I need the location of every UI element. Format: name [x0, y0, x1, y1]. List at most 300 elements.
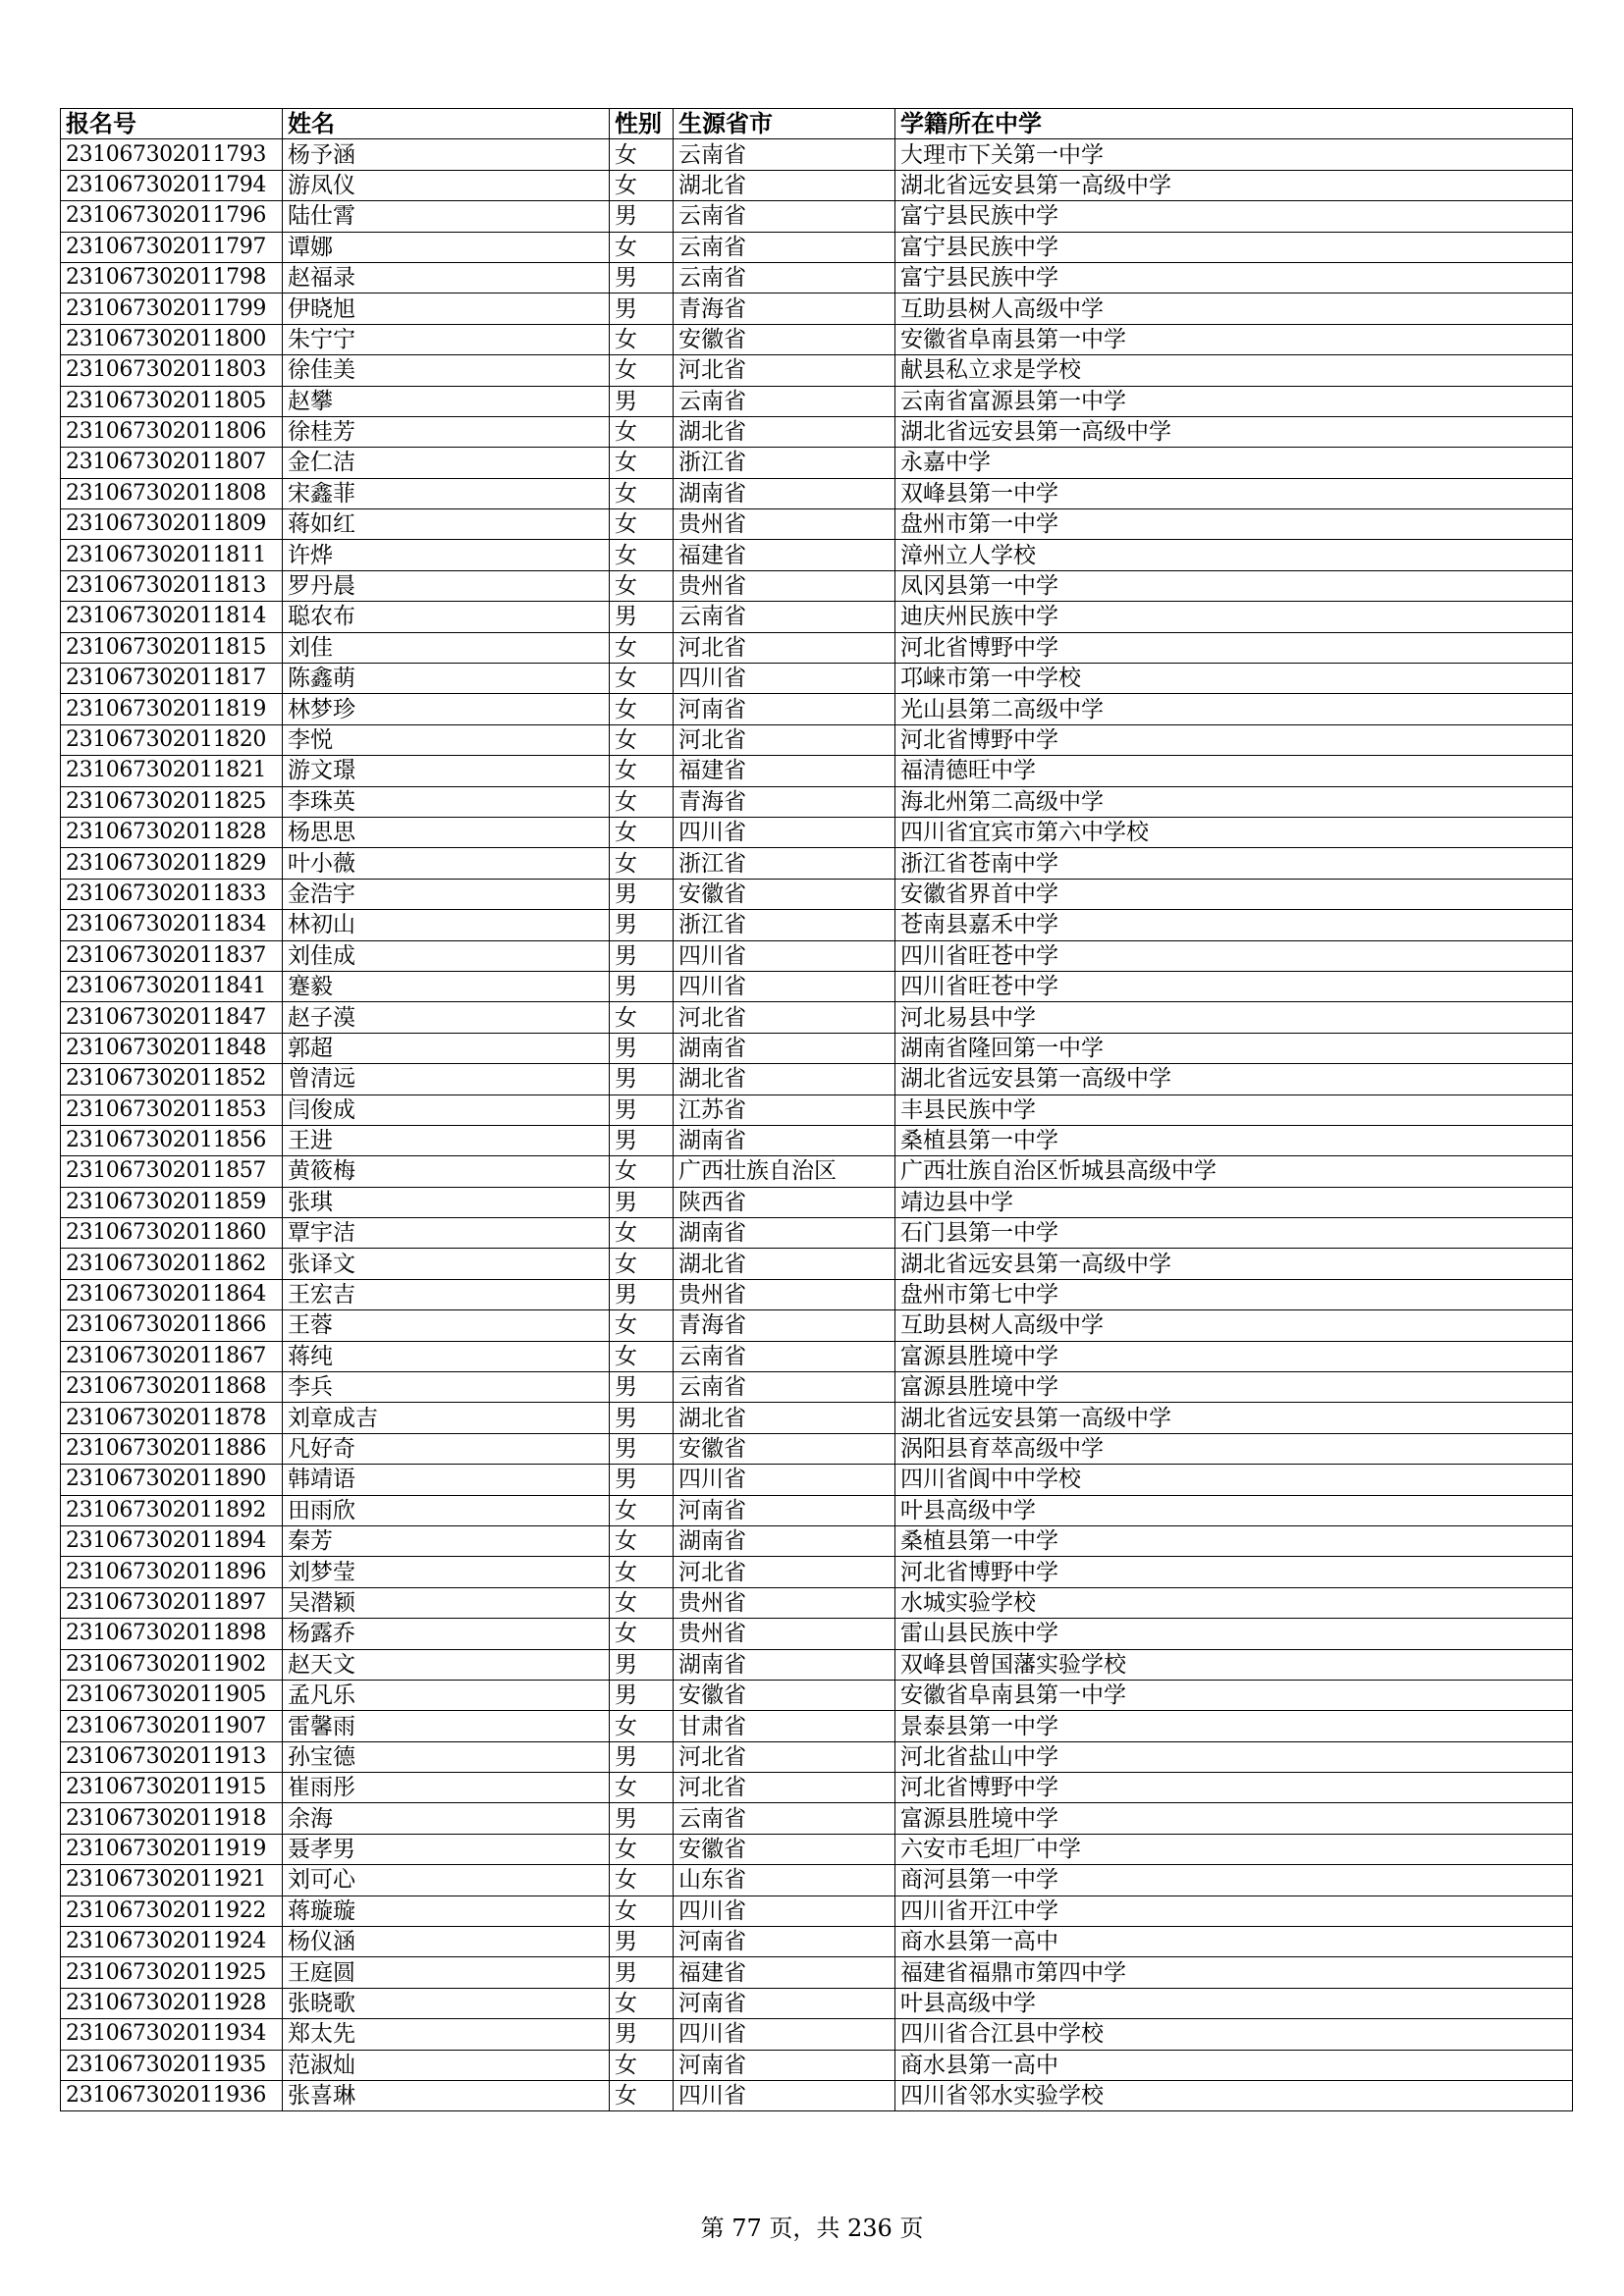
- gender-cell: 男: [610, 1372, 674, 1403]
- table-row: [61, 1865, 1573, 1896]
- registration-number-cell: 231067302011924: [61, 1927, 283, 1957]
- province-cell: 安徽省: [674, 1680, 895, 1710]
- table-row: [61, 1095, 1573, 1125]
- header-gender: 性别: [610, 109, 674, 139]
- province-cell: 湖北省: [674, 416, 895, 447]
- gender-cell: 女: [610, 1002, 674, 1033]
- registration-number-cell: 231067302011890: [61, 1465, 283, 1495]
- registration-number-cell: 231067302011825: [61, 786, 283, 817]
- table-row: [61, 1619, 1573, 1649]
- gender-cell: 男: [610, 1465, 674, 1495]
- table-row: [61, 1649, 1573, 1680]
- name-cell: 谭娜: [283, 232, 610, 262]
- name-cell: 徐桂芳: [283, 416, 610, 447]
- table-row: [61, 1557, 1573, 1587]
- name-cell: 赵福录: [283, 262, 610, 293]
- name-cell: 王宏吉: [283, 1279, 610, 1309]
- gender-cell: 女: [610, 1587, 674, 1618]
- gender-cell: 女: [610, 232, 674, 262]
- registration-number-cell: 231067302011918: [61, 1803, 283, 1834]
- gender-cell: 男: [610, 1927, 674, 1957]
- province-cell: 河北省: [674, 1557, 895, 1587]
- school-cell: 苍南县嘉禾中学: [895, 910, 1573, 940]
- school-cell: 四川省旺苍中学: [895, 940, 1573, 971]
- table-row: [61, 1896, 1573, 1926]
- gender-cell: 男: [610, 1279, 674, 1309]
- school-cell: 湖北省远安县第一高级中学: [895, 1403, 1573, 1433]
- gender-cell: 女: [610, 1619, 674, 1649]
- school-cell: 安徽省界首中学: [895, 879, 1573, 909]
- name-cell: 范淑灿: [283, 2050, 610, 2080]
- table-row: [61, 540, 1573, 570]
- gender-cell: 女: [610, 478, 674, 508]
- province-cell: 四川省: [674, 971, 895, 1001]
- name-cell: 闫俊成: [283, 1095, 610, 1125]
- province-cell: 湖南省: [674, 1649, 895, 1680]
- name-cell: 赵天文: [283, 1649, 610, 1680]
- name-cell: 刘章成吉: [283, 1403, 610, 1433]
- registration-number-cell: 231067302011862: [61, 1249, 283, 1279]
- table-row: [61, 1279, 1573, 1309]
- gender-cell: 男: [610, 602, 674, 632]
- province-cell: 安徽省: [674, 324, 895, 354]
- gender-cell: 男: [610, 1433, 674, 1464]
- registration-number-cell: 231067302011834: [61, 910, 283, 940]
- gender-cell: 女: [610, 694, 674, 724]
- name-cell: 杨仪涵: [283, 1927, 610, 1957]
- name-cell: 曾清远: [283, 1064, 610, 1095]
- name-cell: 秦芳: [283, 1525, 610, 1556]
- registration-number-cell: 231067302011799: [61, 294, 283, 324]
- table-row: [61, 1988, 1573, 2018]
- school-cell: 安徽省阜南县第一中学: [895, 1680, 1573, 1710]
- registration-number-cell: 231067302011868: [61, 1372, 283, 1403]
- table-row: [61, 324, 1573, 354]
- gender-cell: 女: [610, 1896, 674, 1926]
- gender-cell: 女: [610, 324, 674, 354]
- table-row: [61, 2081, 1573, 2111]
- gender-cell: 女: [610, 1495, 674, 1525]
- table-row: [61, 602, 1573, 632]
- table-row: [61, 448, 1573, 478]
- gender-cell: 女: [610, 1525, 674, 1556]
- name-cell: 吴潜颖: [283, 1587, 610, 1618]
- registration-number-cell: 231067302011936: [61, 2081, 283, 2111]
- table-row: [61, 201, 1573, 232]
- province-cell: 陕西省: [674, 1187, 895, 1217]
- registration-number-cell: 231067302011857: [61, 1156, 283, 1187]
- school-cell: 商河县第一中学: [895, 1865, 1573, 1896]
- name-cell: 张喜琳: [283, 2081, 610, 2111]
- registration-number-cell: 231067302011819: [61, 694, 283, 724]
- registration-number-cell: 231067302011806: [61, 416, 283, 447]
- header-school: 学籍所在中学: [895, 109, 1573, 139]
- province-cell: 云南省: [674, 1372, 895, 1403]
- table-row: [61, 1372, 1573, 1403]
- school-cell: 双峰县第一中学: [895, 478, 1573, 508]
- name-cell: 黄筱梅: [283, 1156, 610, 1187]
- school-cell: 四川省邻水实验学校: [895, 2081, 1573, 2111]
- province-cell: 云南省: [674, 201, 895, 232]
- table-body: [61, 139, 1573, 2111]
- name-cell: 叶小薇: [283, 848, 610, 879]
- registration-number-cell: 231067302011805: [61, 386, 283, 416]
- name-cell: 蒋如红: [283, 509, 610, 540]
- name-cell: 郑太先: [283, 2019, 610, 2050]
- name-cell: 李悦: [283, 724, 610, 755]
- school-cell: 河北省博野中学: [895, 632, 1573, 663]
- name-cell: 王进: [283, 1125, 610, 1155]
- registration-number-cell: 231067302011922: [61, 1896, 283, 1926]
- school-cell: 互助县树人高级中学: [895, 1310, 1573, 1341]
- gender-cell: 女: [610, 756, 674, 786]
- school-cell: 广西壮族自治区忻城县高级中学: [895, 1156, 1573, 1187]
- school-cell: 涡阳县育萃高级中学: [895, 1433, 1573, 1464]
- province-cell: 福建省: [674, 756, 895, 786]
- gender-cell: 女: [610, 416, 674, 447]
- name-cell: 伊晓旭: [283, 294, 610, 324]
- gender-cell: 女: [610, 170, 674, 200]
- school-cell: 富宁县民族中学: [895, 201, 1573, 232]
- school-cell: 湖北省远安县第一高级中学: [895, 416, 1573, 447]
- school-cell: 互助县树人高级中学: [895, 294, 1573, 324]
- registration-number-cell: 231067302011833: [61, 879, 283, 909]
- gender-cell: 女: [610, 632, 674, 663]
- gender-cell: 女: [610, 1988, 674, 2018]
- province-cell: 河南省: [674, 1988, 895, 2018]
- province-cell: 甘肃省: [674, 1711, 895, 1741]
- province-cell: 湖北省: [674, 1249, 895, 1279]
- table-row: [61, 971, 1573, 1001]
- gender-cell: 女: [610, 1218, 674, 1249]
- registration-number-cell: 231067302011809: [61, 509, 283, 540]
- gender-cell: 男: [610, 971, 674, 1001]
- table-row: [61, 879, 1573, 909]
- gender-cell: 女: [610, 540, 674, 570]
- table-row: [61, 1773, 1573, 1803]
- province-cell: 河南省: [674, 1927, 895, 1957]
- school-cell: 富宁县民族中学: [895, 262, 1573, 293]
- table-row: [61, 294, 1573, 324]
- gender-cell: 男: [610, 1033, 674, 1063]
- registration-number-cell: 231067302011892: [61, 1495, 283, 1525]
- province-cell: 贵州省: [674, 1279, 895, 1309]
- registration-number-cell: 231067302011866: [61, 1310, 283, 1341]
- school-cell: 富源县胜境中学: [895, 1803, 1573, 1834]
- table-row: [61, 940, 1573, 971]
- province-cell: 山东省: [674, 1865, 895, 1896]
- name-cell: 聪农布: [283, 602, 610, 632]
- registration-number-cell: 231067302011797: [61, 232, 283, 262]
- province-cell: 贵州省: [674, 1587, 895, 1618]
- registration-number-cell: 231067302011934: [61, 2019, 283, 2050]
- province-cell: 云南省: [674, 1341, 895, 1371]
- province-cell: 福建省: [674, 540, 895, 570]
- gender-cell: 女: [610, 1156, 674, 1187]
- gender-cell: 女: [610, 786, 674, 817]
- gender-cell: 女: [610, 139, 674, 170]
- table-row: [61, 1927, 1573, 1957]
- province-cell: 云南省: [674, 232, 895, 262]
- school-cell: 永嘉中学: [895, 448, 1573, 478]
- province-cell: 青海省: [674, 1310, 895, 1341]
- province-cell: 四川省: [674, 1896, 895, 1926]
- registration-number-cell: 231067302011793: [61, 139, 283, 170]
- school-cell: 邛崃市第一中学校: [895, 664, 1573, 694]
- school-cell: 漳州立人学校: [895, 540, 1573, 570]
- table-row: [61, 1803, 1573, 1834]
- gender-cell: 男: [610, 1957, 674, 1988]
- registration-number-cell: 231067302011928: [61, 1988, 283, 2018]
- page-number-footer: 第 77 页，共 236 页: [700, 2215, 924, 2242]
- registration-number-cell: 231067302011808: [61, 478, 283, 508]
- name-cell: 宋鑫菲: [283, 478, 610, 508]
- gender-cell: 女: [610, 724, 674, 755]
- name-cell: 蒋璇璇: [283, 1896, 610, 1926]
- name-cell: 游文璟: [283, 756, 610, 786]
- name-cell: 杨露乔: [283, 1619, 610, 1649]
- province-cell: 青海省: [674, 786, 895, 817]
- table-row: [61, 1310, 1573, 1341]
- admission-list-table: [60, 108, 1573, 2111]
- school-cell: 富宁县民族中学: [895, 232, 1573, 262]
- gender-cell: 男: [610, 1095, 674, 1125]
- name-cell: 杨予涵: [283, 139, 610, 170]
- registration-number-cell: 231067302011847: [61, 1002, 283, 1033]
- gender-cell: 女: [610, 1773, 674, 1803]
- name-cell: 金浩宇: [283, 879, 610, 909]
- school-cell: 双峰县曾国藩实验学校: [895, 1649, 1573, 1680]
- gender-cell: 女: [610, 1310, 674, 1341]
- name-cell: 陈鑫萌: [283, 664, 610, 694]
- registration-number-cell: 231067302011798: [61, 262, 283, 293]
- registration-number-cell: 231067302011853: [61, 1095, 283, 1125]
- province-cell: 云南省: [674, 1803, 895, 1834]
- province-cell: 四川省: [674, 817, 895, 847]
- province-cell: 贵州省: [674, 570, 895, 601]
- gender-cell: 女: [610, 1341, 674, 1371]
- table-row: [61, 848, 1573, 879]
- name-cell: 王庭圆: [283, 1957, 610, 1988]
- table-row: [61, 1187, 1573, 1217]
- school-cell: 浙江省苍南中学: [895, 848, 1573, 879]
- registration-number-cell: 231067302011813: [61, 570, 283, 601]
- gender-cell: 男: [610, 2019, 674, 2050]
- gender-cell: 女: [610, 570, 674, 601]
- gender-cell: 女: [610, 1249, 674, 1279]
- school-cell: 河北易县中学: [895, 1002, 1573, 1033]
- name-cell: 徐佳美: [283, 355, 610, 386]
- school-cell: 迪庆州民族中学: [895, 602, 1573, 632]
- registration-number-cell: 231067302011860: [61, 1218, 283, 1249]
- table-row: [61, 1433, 1573, 1464]
- table-row: [61, 1957, 1573, 1988]
- name-cell: 林初山: [283, 910, 610, 940]
- table-row: [61, 355, 1573, 386]
- province-cell: 湖南省: [674, 478, 895, 508]
- school-cell: 六安市毛坦厂中学: [895, 1834, 1573, 1864]
- name-cell: 张译文: [283, 1249, 610, 1279]
- gender-cell: 女: [610, 1557, 674, 1587]
- school-cell: 大理市下关第一中学: [895, 139, 1573, 170]
- province-cell: 湖南省: [674, 1033, 895, 1063]
- registration-number-cell: 231067302011915: [61, 1773, 283, 1803]
- table-row: [61, 570, 1573, 601]
- province-cell: 云南省: [674, 602, 895, 632]
- name-cell: 崔雨彤: [283, 1773, 610, 1803]
- gender-cell: 男: [610, 1064, 674, 1095]
- gender-cell: 男: [610, 294, 674, 324]
- gender-cell: 女: [610, 848, 674, 879]
- name-cell: 刘佳成: [283, 940, 610, 971]
- registration-number-cell: 231067302011902: [61, 1649, 283, 1680]
- table-row: [61, 1156, 1573, 1187]
- province-cell: 湖北省: [674, 1064, 895, 1095]
- name-cell: 李兵: [283, 1372, 610, 1403]
- registration-number-cell: 231067302011921: [61, 1865, 283, 1896]
- province-cell: 江苏省: [674, 1095, 895, 1125]
- school-cell: 盘州市第一中学: [895, 509, 1573, 540]
- name-cell: 聂孝男: [283, 1834, 610, 1864]
- gender-cell: 男: [610, 1403, 674, 1433]
- table-row: [61, 1218, 1573, 1249]
- table-row: [61, 694, 1573, 724]
- table-row: [61, 1033, 1573, 1063]
- table-row: [61, 139, 1573, 170]
- name-cell: 覃宇洁: [283, 1218, 610, 1249]
- registration-number-cell: 231067302011867: [61, 1341, 283, 1371]
- school-cell: 盘州市第七中学: [895, 1279, 1573, 1309]
- registration-number-cell: 231067302011841: [61, 971, 283, 1001]
- table-row: [61, 632, 1573, 663]
- gender-cell: 女: [610, 355, 674, 386]
- school-cell: 桑植县第一中学: [895, 1125, 1573, 1155]
- gender-cell: 男: [610, 879, 674, 909]
- school-cell: 石门县第一中学: [895, 1218, 1573, 1249]
- registration-number-cell: 231067302011898: [61, 1619, 283, 1649]
- table-row: [61, 1002, 1573, 1033]
- province-cell: 青海省: [674, 294, 895, 324]
- school-cell: 四川省开江中学: [895, 1896, 1573, 1926]
- school-cell: 湖北省远安县第一高级中学: [895, 170, 1573, 200]
- registration-number-cell: 231067302011894: [61, 1525, 283, 1556]
- name-cell: 刘梦莹: [283, 1557, 610, 1587]
- table-row: [61, 2050, 1573, 2080]
- school-cell: 福清德旺中学: [895, 756, 1573, 786]
- registration-number-cell: 231067302011864: [61, 1279, 283, 1309]
- gender-cell: 男: [610, 1649, 674, 1680]
- gender-cell: 女: [610, 509, 674, 540]
- registration-number-cell: 231067302011814: [61, 602, 283, 632]
- school-cell: 光山县第二高级中学: [895, 694, 1573, 724]
- gender-cell: 男: [610, 386, 674, 416]
- name-cell: 林梦珍: [283, 694, 610, 724]
- province-cell: 四川省: [674, 2019, 895, 2050]
- gender-cell: 女: [610, 1711, 674, 1741]
- province-cell: 湖南省: [674, 1218, 895, 1249]
- name-cell: 韩靖语: [283, 1465, 610, 1495]
- school-cell: 湖北省远安县第一高级中学: [895, 1249, 1573, 1279]
- province-cell: 贵州省: [674, 509, 895, 540]
- table-row: [61, 724, 1573, 755]
- registration-number-cell: 231067302011828: [61, 817, 283, 847]
- gender-cell: 男: [610, 262, 674, 293]
- registration-number-cell: 231067302011807: [61, 448, 283, 478]
- registration-number-cell: 231067302011837: [61, 940, 283, 971]
- school-cell: 靖边县中学: [895, 1187, 1573, 1217]
- registration-number-cell: 231067302011800: [61, 324, 283, 354]
- gender-cell: 男: [610, 1125, 674, 1155]
- table-row: [61, 232, 1573, 262]
- name-cell: 刘佳: [283, 632, 610, 663]
- gender-cell: 男: [610, 940, 674, 971]
- table-row: [61, 1680, 1573, 1710]
- table-row: [61, 478, 1573, 508]
- registration-number-cell: 231067302011859: [61, 1187, 283, 1217]
- name-cell: 赵子漠: [283, 1002, 610, 1033]
- registration-number-cell: 231067302011856: [61, 1125, 283, 1155]
- province-cell: 四川省: [674, 2081, 895, 2111]
- registration-number-cell: 231067302011794: [61, 170, 283, 200]
- name-cell: 李珠英: [283, 786, 610, 817]
- registration-number-cell: 231067302011907: [61, 1711, 283, 1741]
- province-cell: 浙江省: [674, 448, 895, 478]
- province-cell: 四川省: [674, 940, 895, 971]
- province-cell: 湖北省: [674, 170, 895, 200]
- school-cell: 雷山县民族中学: [895, 1619, 1573, 1649]
- name-cell: 金仁洁: [283, 448, 610, 478]
- school-cell: 海北州第二高级中学: [895, 786, 1573, 817]
- gender-cell: 女: [610, 2081, 674, 2111]
- school-cell: 叶县高级中学: [895, 1495, 1573, 1525]
- gender-cell: 男: [610, 1680, 674, 1710]
- school-cell: 四川省旺苍中学: [895, 971, 1573, 1001]
- table-row: [61, 1587, 1573, 1618]
- registration-number-cell: 231067302011829: [61, 848, 283, 879]
- school-cell: 河北省盐山中学: [895, 1741, 1573, 1772]
- table-row: [61, 262, 1573, 293]
- school-cell: 云南省富源县第一中学: [895, 386, 1573, 416]
- table-row: [61, 910, 1573, 940]
- province-cell: 四川省: [674, 1465, 895, 1495]
- name-cell: 朱宁宁: [283, 324, 610, 354]
- gender-cell: 女: [610, 1834, 674, 1864]
- registration-number-cell: 231067302011905: [61, 1680, 283, 1710]
- province-cell: 湖北省: [674, 1403, 895, 1433]
- school-cell: 四川省合江县中学校: [895, 2019, 1573, 2050]
- registration-number-cell: 231067302011913: [61, 1741, 283, 1772]
- province-cell: 贵州省: [674, 1619, 895, 1649]
- name-cell: 蒋纯: [283, 1341, 610, 1371]
- province-cell: 湖南省: [674, 1125, 895, 1155]
- header-name: 姓名: [283, 109, 610, 139]
- name-cell: 孟凡乐: [283, 1680, 610, 1710]
- name-cell: 雷馨雨: [283, 1711, 610, 1741]
- table-row: [61, 416, 1573, 447]
- table-header-row: [61, 109, 1573, 139]
- province-cell: 浙江省: [674, 910, 895, 940]
- school-cell: 河北省博野中学: [895, 1557, 1573, 1587]
- table-row: [61, 1711, 1573, 1741]
- table-row: [61, 386, 1573, 416]
- name-cell: 田雨欣: [283, 1495, 610, 1525]
- table-row: [61, 1495, 1573, 1525]
- gender-cell: 女: [610, 817, 674, 847]
- name-cell: 游凤仪: [283, 170, 610, 200]
- gender-cell: 男: [610, 1803, 674, 1834]
- school-cell: 湖北省远安县第一高级中学: [895, 1064, 1573, 1095]
- table-row: [61, 1341, 1573, 1371]
